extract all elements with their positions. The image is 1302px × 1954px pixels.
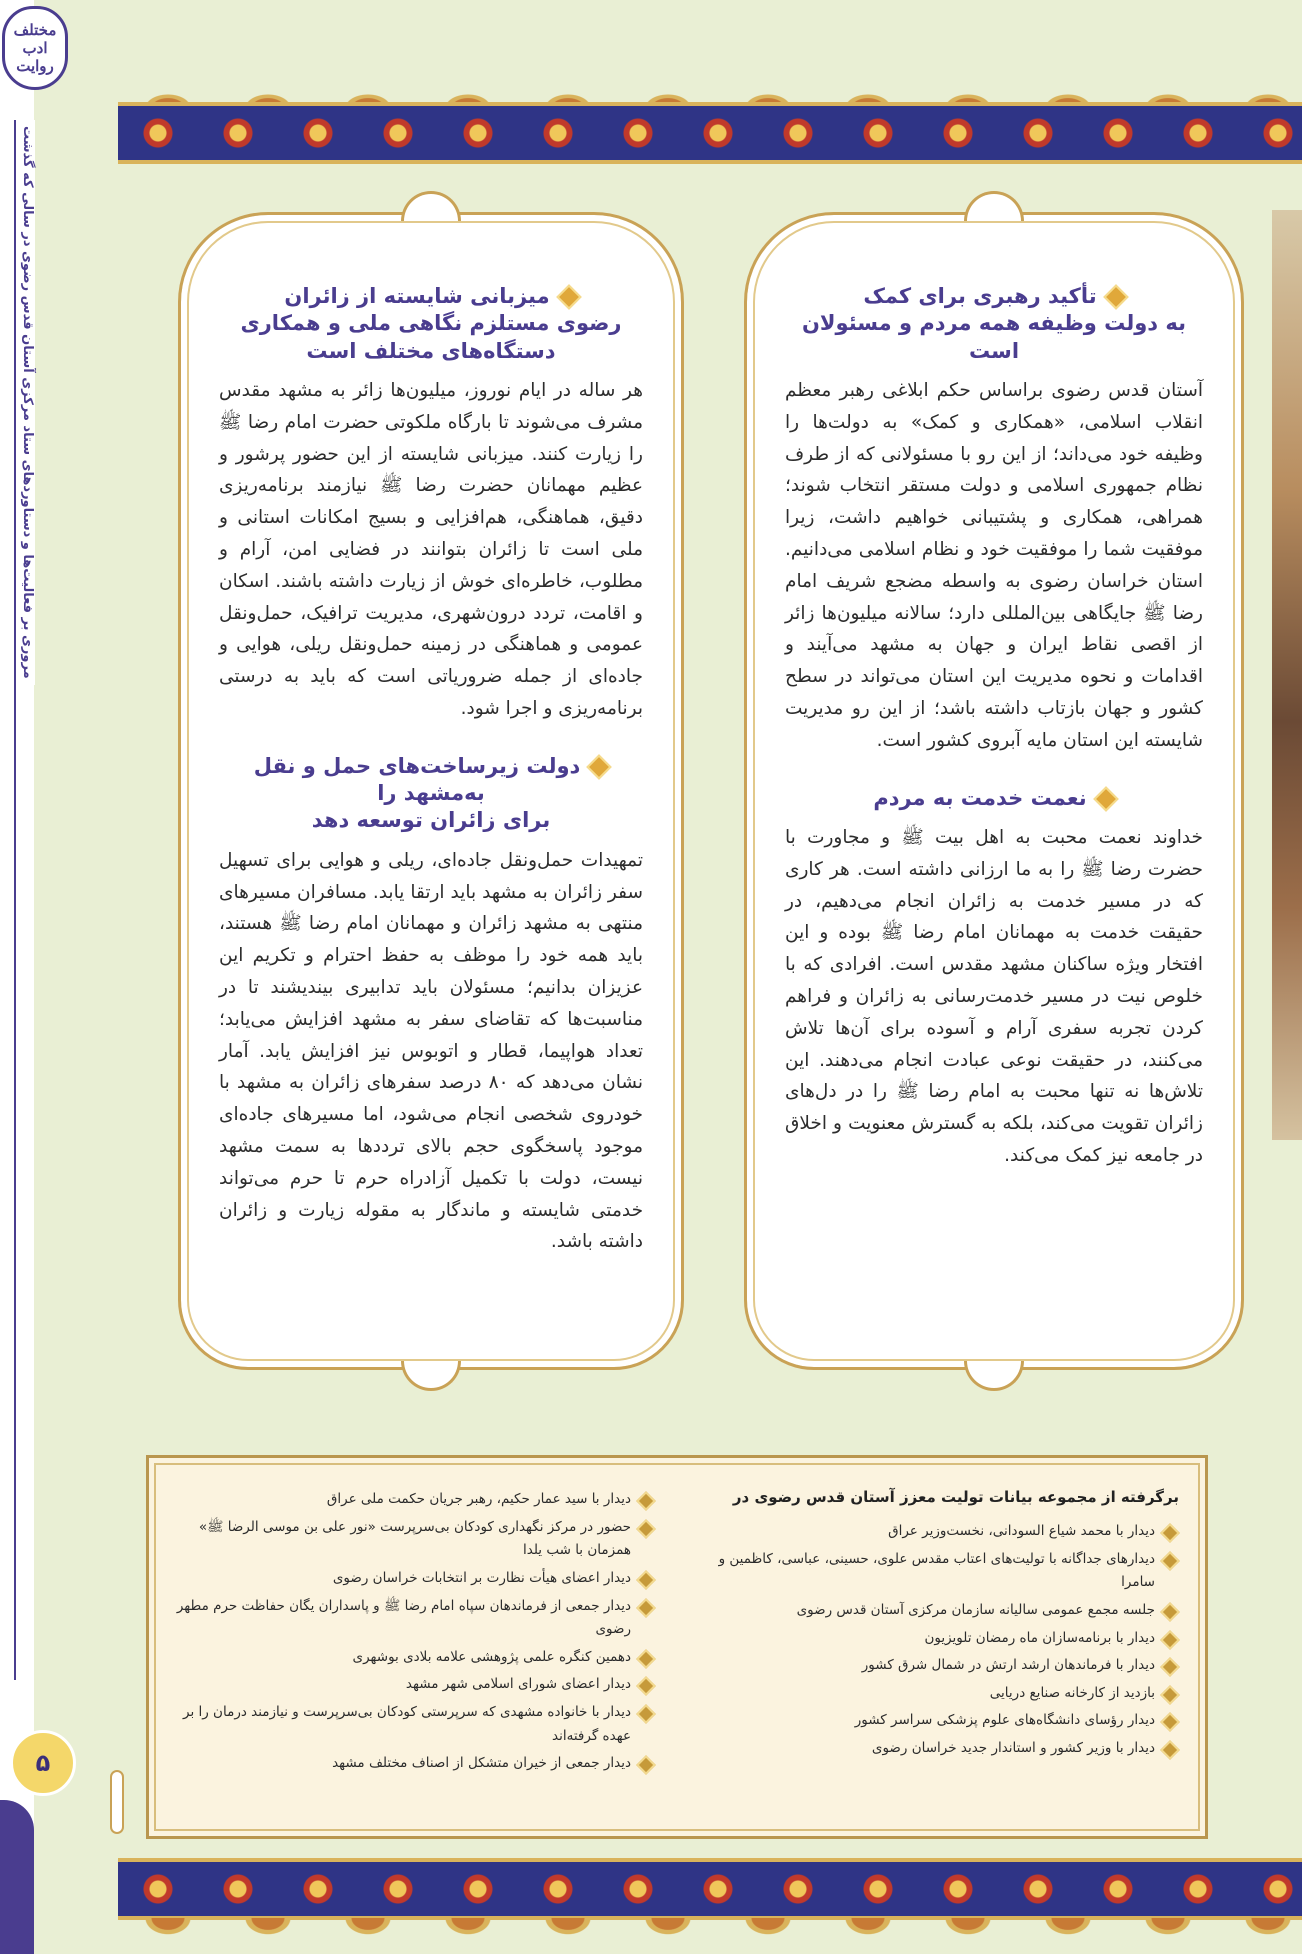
summary-box <box>146 1455 1208 1839</box>
list-item: دیدار با برنامه‌سازان ماه رمضان تلویزیون <box>699 1627 1179 1651</box>
right-article-panel <box>744 212 1244 1370</box>
sidebar <box>0 0 34 1954</box>
diamond-bullet-icon <box>1160 1630 1180 1650</box>
diamond-bullet-icon <box>1160 1657 1180 1677</box>
right-section1-heading: تأکید رهبری برای کمک به دولت وظیفه همه مردم و مسئولان است <box>801 284 1187 363</box>
panel-bottom-notch <box>964 1361 1024 1391</box>
diamond-bullet-icon <box>1103 284 1128 309</box>
list-item: دیدار با سید عمار حکیم، رهبر جریان حکمت ملی عراق <box>175 1488 655 1512</box>
diamond-bullet-icon <box>1160 1523 1180 1543</box>
diamond-bullet-icon <box>556 284 581 309</box>
left-section2-body: تمهیدات حمل‌ونقل جاده‌ای، ریلی و هوایی برای تسهیل سفر زائران به مشهد باید ارتقا یابد. مسافران مسیرهای منتهی به مشهد زائران و مهمانان امام رضا ﷺ هستند، باید همه خود را موظف به حفظ احترام و تکریم این عزیزان بدانیم؛ مسئولان باید تدابیری بیندیشند تا در مناسبت‌ها که تقاضای سفر به مشهد افزایش می‌یابد؛ تعداد هواپیما، قطار و اتوبوس نیز افزایش یابد. آمار نشان می‌دهد که ۸۰ درصد سفرهای زائران به مشهد با خودروی شخصی انجام می‌شود، اما مسیرهای جاده‌ای موجود پاسخگوی حجم بالای ترددها به سمت مشهد نیست، دولت با تکمیل آزادراه حرم تا حرم می‌تواند خدمتی شایسته و ماندگار به مقوله زیارت و زائران داشته باشد. <box>219 849 643 1253</box>
diamond-bullet-icon <box>636 1598 656 1618</box>
list-item: جلسه مجمع عمومی سالیانه سازمان مرکزی آستان قدس رضوی <box>699 1599 1179 1623</box>
list-item: حضور در مرکز نگهداری کودکان بی‌سرپرست «نور علی بن موسی الرضا ﷺ» همزمان با شب یلدا <box>175 1516 655 1563</box>
panel-top-notch <box>964 191 1024 221</box>
diamond-bullet-icon <box>1160 1740 1180 1760</box>
list-item: دیدار با فرماندهان ارشد ارتش در شمال شرق کشور <box>699 1654 1179 1678</box>
diamond-bullet-icon <box>1093 786 1118 811</box>
left-section1-body: هر ساله در ایام نوروز، میلیون‌ها زائر به مشهد مقدس مشرف می‌شوند تا بارگاه ملکوتی حضرت امام رضا ﷺ را زیارت کنند. میزبانی شایسته از این حضور پرشور و عظیم مهمانان حضرت رضا ﷺ نیازمند برنامه‌ریزی دقیق، هماهنگی، هم‌افزایی و بسیج امکانات استانی و ملی است تا زائران بتوانند در فضایی امن، آرام و مطلوب، خاطره‌ای خوش از زیارت داشته باشند. اسکان و اقامت، تردد درون‌شهری، مدیریت ترافیک، حمل‌ونقل عمومی و هماهنگی در زمینه حمل‌ونقل ریلی، هوایی و جاده‌ای از جمله ضروریاتی است که باید به درستی برنامه‌ریزی و اجرا شود. <box>219 379 643 720</box>
summary-left-column <box>175 1488 655 1780</box>
left-section2-heading: دولت زیرساخت‌های حمل و نقل به‌مشهد را برای زائران توسعه دهد <box>219 753 643 835</box>
diamond-bullet-icon <box>636 1704 656 1724</box>
diamond-bullet-icon <box>636 1519 656 1539</box>
list-item: دیدار با محمد شیاع السودانی، نخست‌وزیر عراق <box>699 1520 1179 1544</box>
photo-edge <box>1272 210 1302 1140</box>
diamond-bullet-icon <box>636 1491 656 1511</box>
diamond-bullet-icon <box>636 1676 656 1696</box>
list-item: دیدار رؤسای دانشگاه‌های علوم پزشکی سراسر کشور <box>699 1709 1179 1733</box>
summary-right-list <box>699 1520 1179 1761</box>
list-item: بازدید از کارخانه صنایع دریایی <box>699 1682 1179 1706</box>
list-item: دیدارهای جداگانه با تولیت‌های اعتاب مقدس علوی، حسینی، عباسی، کاظمین و سامرا <box>699 1548 1179 1595</box>
diamond-bullet-icon <box>1160 1551 1180 1571</box>
summary-title: برگرفته از مجموعه بیانات تولیت معزز آستان قدس رضوی در <box>732 1488 1179 1506</box>
side-ornament <box>110 1770 124 1834</box>
right-section2-body: خداوند نعمت محبت به اهل بیت ﷺ و مجاورت با حضرت رضا ﷺ را به ما ارزانی داشته است. هر کاری که در مسیر خدمت به زائران انجام می‌دهیم، در حقیقت خدمت به مهمانان امام رضا ﷺ بوده و این افتخار ویژه ساکنان مشهد مقدس است. افرادی که با خلوص نیت در مسیر خدمت‌رسانی به زائران و فراهم کردن تجربه سفری آرام و آسوده برای آن‌ها تلاش می‌کنند، در حقیقت نوعی عبادت انجام می‌دهند. این تلاش‌ها نه تنها محبت به امام رضا ﷺ را در دل‌های زائران تقویت می‌کند، بلکه به گسترش معنویت و اخلاق در جامعه نیز کمک می‌کند. <box>785 826 1203 1167</box>
right-section2-heading: نعمت خدمت به مردم <box>785 785 1203 812</box>
list-item: دیدار با خانواده مشهدی که سرپرستی کودکان بی‌سرپرست و نیازمند درمان را بر عهده گرفته‌اند <box>175 1701 655 1748</box>
list-item: دیدار جمعی از خیران متشکل از اصناف مختلف مشهد <box>175 1752 655 1776</box>
magazine-logo: مختلف ادب روایت <box>2 6 68 90</box>
list-item: دیدار اعضای شورای اسلامی شهر مشهد <box>175 1673 655 1697</box>
top-ornamental-border <box>118 102 1302 164</box>
panel-top-notch <box>401 191 461 221</box>
running-title: مروری بر فعالیت‌ها و دستاوردهای ستاد مرکزی آستان قدس رضوی در سالی که گذشت <box>20 120 35 685</box>
list-item: دیدار جمعی از فرماندهان سپاه امام رضا ﷺ و پاسداران یگان حفاظت حرم مطهر رضوی <box>175 1595 655 1642</box>
left-article-panel <box>178 212 684 1370</box>
left-section1-heading: میزبانی شایسته از زائران رضوی مستلزم نگاهی ملی و همکاری دستگاه‌های مختلف است <box>240 284 622 363</box>
diamond-bullet-icon <box>1160 1685 1180 1705</box>
diamond-bullet-icon <box>636 1755 656 1775</box>
right-section1-body: آستان قدس رضوی براساس حکم ابلاغی رهبر معظم انقلاب اسلامی، «همکاری و کمک» به دولت‌ها را وظیفه خود می‌داند؛ از این رو با مسئولانی که از طرف نظام جمهوری اسلامی و دولت مستقر انتخاب شوند؛ همراهی، همکاری و پشتیبانی خواهیم داشت، زیرا موفقیت شما را موفقیت خود و نظام اسلامی می‌دانیم. استان خراسان رضوی به واسطه مضجع شریف امام رضا ﷺ جایگاهی بین‌المللی دارد؛ سالانه میلیون‌ها زائر از اقصی نقاط ایران و جهان به مشهد می‌آیند و اقدامات و نحوه مدیریت این استان می‌تواند در سطح کشور و جهان بازتاب داشته باشد؛ از این رو مدیریت شایسته این استان مایه آبروی کشور است. <box>785 379 1203 751</box>
page-number: ۵ <box>10 1730 76 1796</box>
diamond-bullet-icon <box>587 754 612 779</box>
list-item: دیدار با وزیر کشور و استاندار جدید خراسان رضوی <box>699 1737 1179 1761</box>
summary-right-column <box>699 1488 1179 1765</box>
sidebar-corner <box>0 1800 34 1954</box>
summary-left-list <box>175 1488 655 1776</box>
list-item: دیدار اعضای هیأت نظارت بر انتخابات خراسان رضوی <box>175 1567 655 1591</box>
sidebar-rule <box>14 120 16 1680</box>
diamond-bullet-icon <box>1160 1602 1180 1622</box>
bottom-arch-ornament <box>118 1918 1302 1954</box>
bottom-ornamental-border <box>118 1858 1302 1920</box>
diamond-bullet-icon <box>636 1570 656 1590</box>
diamond-bullet-icon <box>636 1649 656 1669</box>
panel-bottom-notch <box>401 1361 461 1391</box>
list-item: دهمین کنگره علمی پژوهشی علامه بلادی بوشهری <box>175 1646 655 1670</box>
diamond-bullet-icon <box>1160 1712 1180 1732</box>
